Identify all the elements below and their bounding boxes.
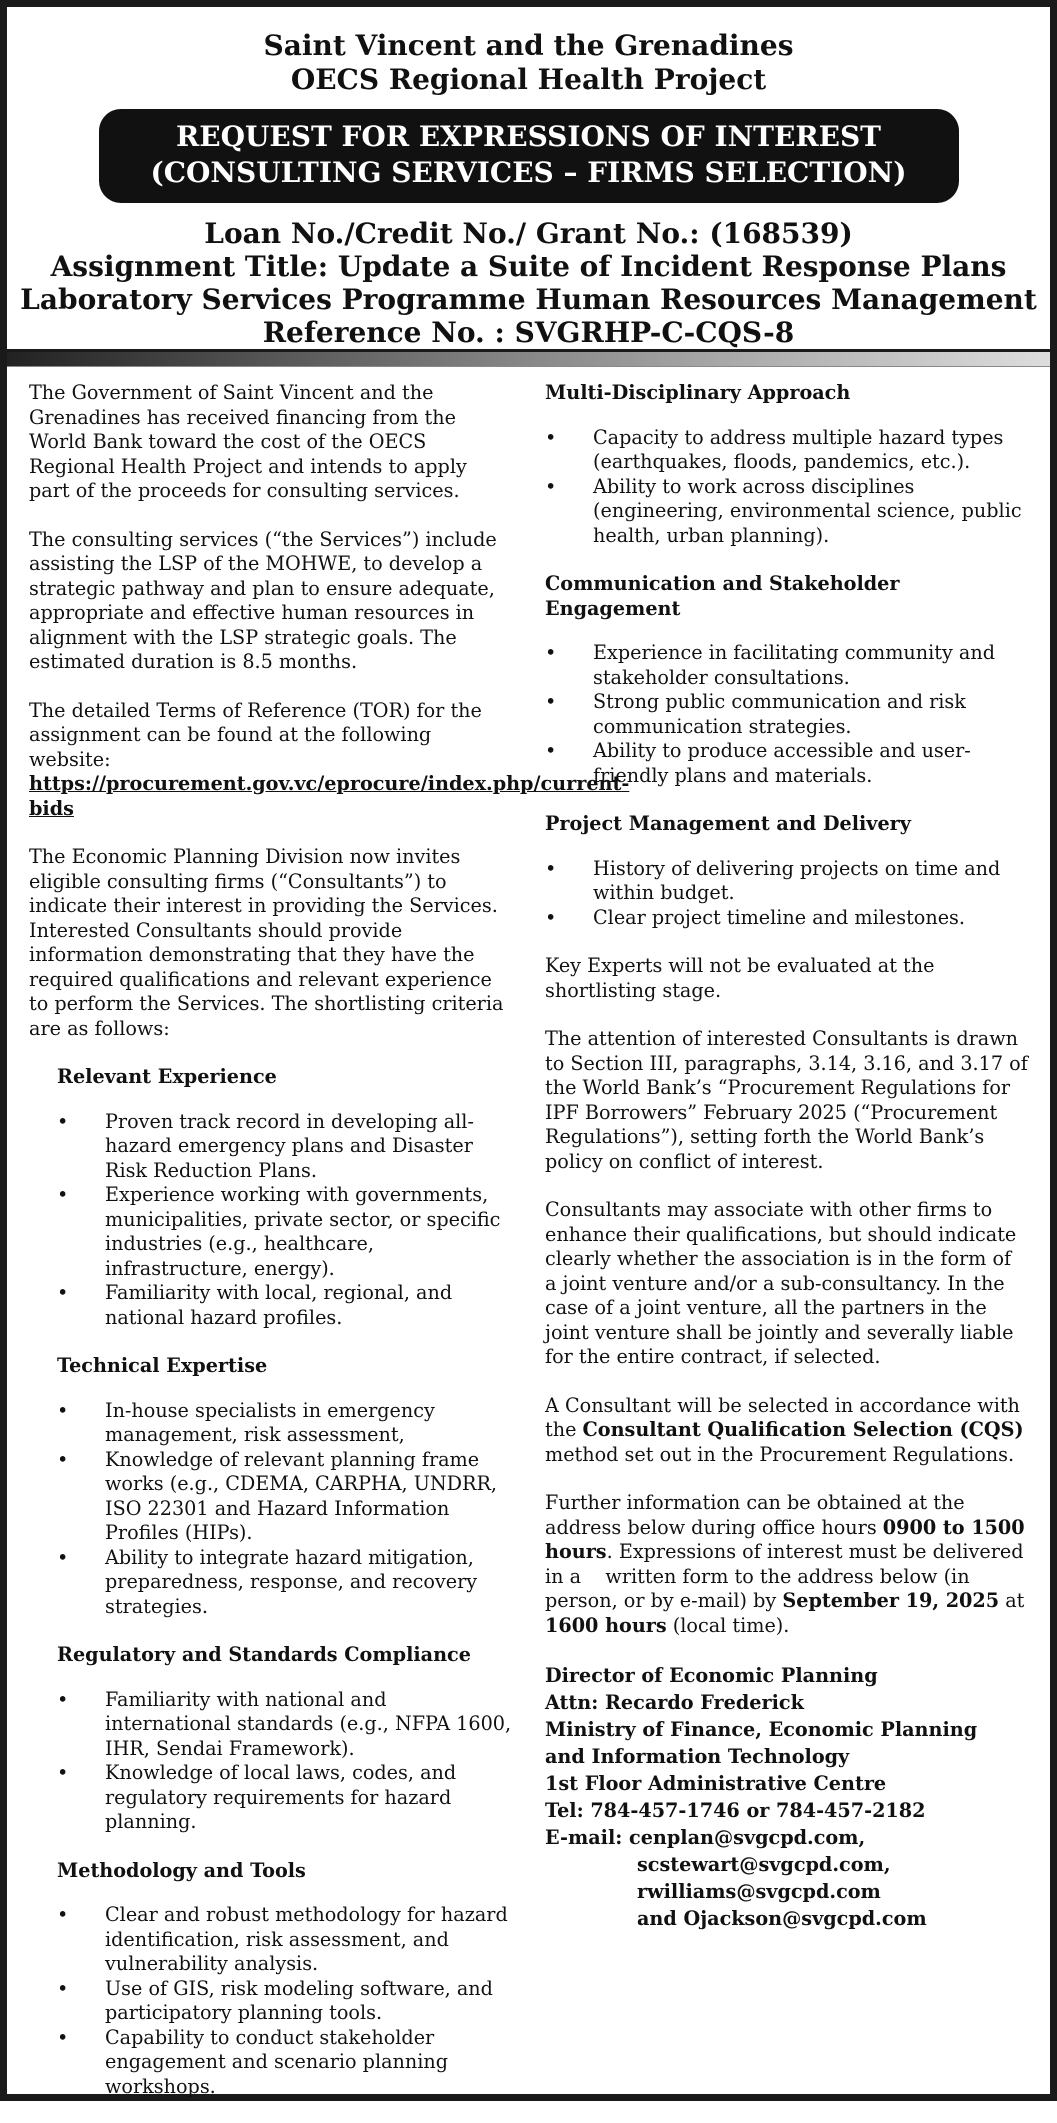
criteria-item: • Experience working with governments, municipalities, private sector, or specific industries (e.g., healthcare, infrastructure, energy). [29, 1183, 513, 1281]
criteria-item: • Familiarity with local, regional, and national hazard profiles. [29, 1281, 513, 1330]
deadline-text-1: Further information can be obtained at the address below during office hours [545, 1491, 965, 1539]
office-hours: 0900 to 1500 hours [545, 1515, 1025, 1563]
criteria-item: • Clear project timeline and milestones. [545, 906, 1028, 931]
selection-text-2: method set out in the Procurement Regulations. [545, 1442, 1015, 1466]
criteria-heading: Methodology and Tools [57, 1858, 306, 1882]
address-line-2: Attn: Recardo Frederick [545, 1691, 804, 1714]
reference-number: Reference No. : SVGRHP-C-CQS-8 [262, 316, 795, 349]
criteria-item: • Capability to conduct stakeholder engagement and scenario planning workshops. [29, 2026, 513, 2100]
criteria-item: • Proven track record in developing all-hazard emergency plans and Disaster Risk Reduction Plans. [29, 1110, 513, 1184]
criteria-item: • Experience in facilitating community and stakeholder consultations. [545, 641, 1028, 690]
criteria-item: • Familiarity with national and international standards (e.g., NFPA 1600, IHR, Sendai Framework). [29, 1688, 513, 1762]
contact-address [545, 1662, 1028, 1932]
criteria-item: • History of delivering projects on time and within budget. [545, 857, 1028, 906]
intro-paragraph: The Government of Saint Vincent and the Grenadines has received financing from the World Bank toward the cost of the OECS Regional Health Project and intends to apply part of the proceeds for consulting services. [29, 381, 467, 502]
criteria-list [545, 641, 1028, 788]
tor-link[interactable]: https://procurement.gov.vc/eprocure/index.php/current-bids [29, 772, 630, 820]
deadline-date: September 19, 2025 [782, 1589, 1000, 1612]
criteria-list [545, 426, 1028, 549]
criteria-item: • In-house specialists in emergency management, risk assessment, [29, 1399, 513, 1448]
deadline-paragraph [545, 1491, 1028, 1638]
reference-block [7, 217, 1050, 349]
criteria-heading: Project Management and Delivery [545, 812, 911, 835]
banner-line-1: REQUEST FOR EXPRESSIONS OF INTEREST [175, 120, 882, 153]
criteria-list [29, 1399, 513, 1620]
deadline-text-4: (local time). [666, 1613, 790, 1637]
criteria-heading: Communication and Stakeholder Engagement [545, 572, 900, 620]
banner-line-2: (CONSULTING SERVICES – FIRMS SELECTION) [150, 156, 907, 189]
org-line-1: Saint Vincent and the Grenadines [263, 29, 794, 62]
criteria-item: • Use of GIS, risk modeling software, and participatory planning tools. [29, 1977, 513, 2026]
criteria-item: • Ability to produce accessible and user-friendly plans and materials. [545, 739, 1028, 788]
criteria-item: • Knowledge of local laws, codes, and regulatory requirements for hazard planning. [29, 1761, 513, 1835]
association-paragraph: Consultants may associate with other firms to enhance their qualifications, but should indicate clearly whether the association is in the form of a joint venture and/or a sub-consultancy. In the case of a joint venture, all the partners in the joint venture shall be jointly and severally liable for the entire contract, if selected. [545, 1198, 1017, 1368]
selection-method-paragraph [545, 1394, 1028, 1468]
notice-header [7, 7, 1050, 352]
deadline-time: 1600 hours [545, 1613, 667, 1637]
address-line-4: and Information Technology [545, 1745, 850, 1768]
key-experts-paragraph: Key Experts will not be evaluated at the shortlisting stage. [545, 954, 935, 1002]
org-line-2: OECS Regional Health Project [290, 63, 767, 96]
criteria-item: • Ability to work across disciplines (engineering, environmental science, public health, urban planning). [545, 475, 1028, 549]
left-criteria [29, 1065, 513, 2099]
conflict-of-interest-paragraph: The attention of interested Consultants is drawn to Section III, paragraphs, 3.14, 3.16, and 3.17 of the World Bank’s “Procurement Regulations for IPF Borrowers” February 2025 (“Procurement Regulations”), setting forth the World Bank’s policy on conflict of interest. [545, 1027, 1028, 1173]
criteria-list [29, 1110, 513, 1331]
assignment-title-1: Assignment Title: Update a Suite of Incident Response Plans [50, 250, 1007, 283]
criteria-list [545, 857, 1028, 931]
shadow-divider [7, 352, 1050, 367]
loan-number: Loan No./Credit No./ Grant No.: (168539) [204, 217, 853, 250]
right-criteria [545, 381, 1028, 930]
body-columns [7, 367, 1050, 2123]
tor-paragraph [29, 698, 630, 822]
right-column [529, 381, 1028, 2123]
criteria-heading: Regulatory and Standards Compliance [57, 1643, 471, 1666]
deadline-text-2: . Expressions of interest must be delivered in a written form to the address below (in person, or by e-mail) by [545, 1540, 1030, 1612]
selection-method-name: Consultant Qualification Selection (CQS) [582, 1418, 1024, 1441]
criteria-heading: Relevant Experience [57, 1065, 277, 1088]
email-line-3: rwilliams@svgcpd.com [637, 1880, 881, 1903]
criteria-heading: Technical Expertise [57, 1354, 268, 1377]
criteria-item: • Knowledge of relevant planning frame works (e.g., CDEMA, CARPHA, UNDRR, ISO 22301 and Hazard Information Profiles (HIPs). [29, 1448, 513, 1546]
criteria-list [29, 1688, 513, 1835]
criteria-item: • Clear and robust methodology for hazard identification, risk assessment, and vulnerability analysis. [29, 1903, 513, 1977]
address-line-3: Ministry of Finance, Economic Planning [545, 1718, 978, 1741]
assignment-title-2: Laboratory Services Programme Human Resources Management [20, 283, 1037, 316]
invitation-paragraph: The Economic Planning Division now invites eligible consulting firms (“Consultants”) to indicate their interest in providing the Services. Interested Consultants should provide information demonstrating that they have the required qualifications and relevant experience to perform the Services. The shortlisting criteria are as follows: [29, 845, 504, 1040]
selection-text-1: A Consultant will be selected in accordance with the [545, 1393, 1020, 1441]
tor-text: The detailed Terms of Reference (TOR) for the assignment can be found at the following website: [29, 698, 482, 771]
email-line-4: and Ojackson@svgcpd.com [637, 1907, 927, 1930]
email-line-1: E-mail: cenplan@svgcpd.com, [545, 1826, 866, 1849]
criteria-item: • Ability to integrate hazard mitigation, preparedness, response, and recovery strategies. [29, 1546, 513, 1620]
criteria-heading: Multi-Disciplinary Approach [545, 381, 851, 404]
criteria-item: • Capacity to address multiple hazard types (earthquakes, floods, pandemics, etc.). [545, 426, 1028, 475]
deadline-text-3: at [999, 1589, 1025, 1612]
address-line-5: 1st Floor Administrative Centre [545, 1772, 887, 1795]
criteria-list [29, 1903, 513, 2099]
criteria-item: • Strong public communication and risk communication strategies. [545, 690, 1028, 739]
address-line-1: Director of Economic Planning [545, 1664, 878, 1687]
email-line-2: scstewart@svgcpd.com, [637, 1853, 891, 1876]
services-paragraph: The consulting services (“the Services”) include assisting the LSP of the MOHWE, to develop a strategic pathway and plan to ensure adequate, appropriate and effective human resources in alignment with the LSP strategic goals. The estimated duration is 8.5 months. [29, 527, 497, 673]
title-banner [99, 109, 959, 203]
phone-numbers: Tel: 784-457-1746 or 784-457-2182 [545, 1799, 926, 1822]
